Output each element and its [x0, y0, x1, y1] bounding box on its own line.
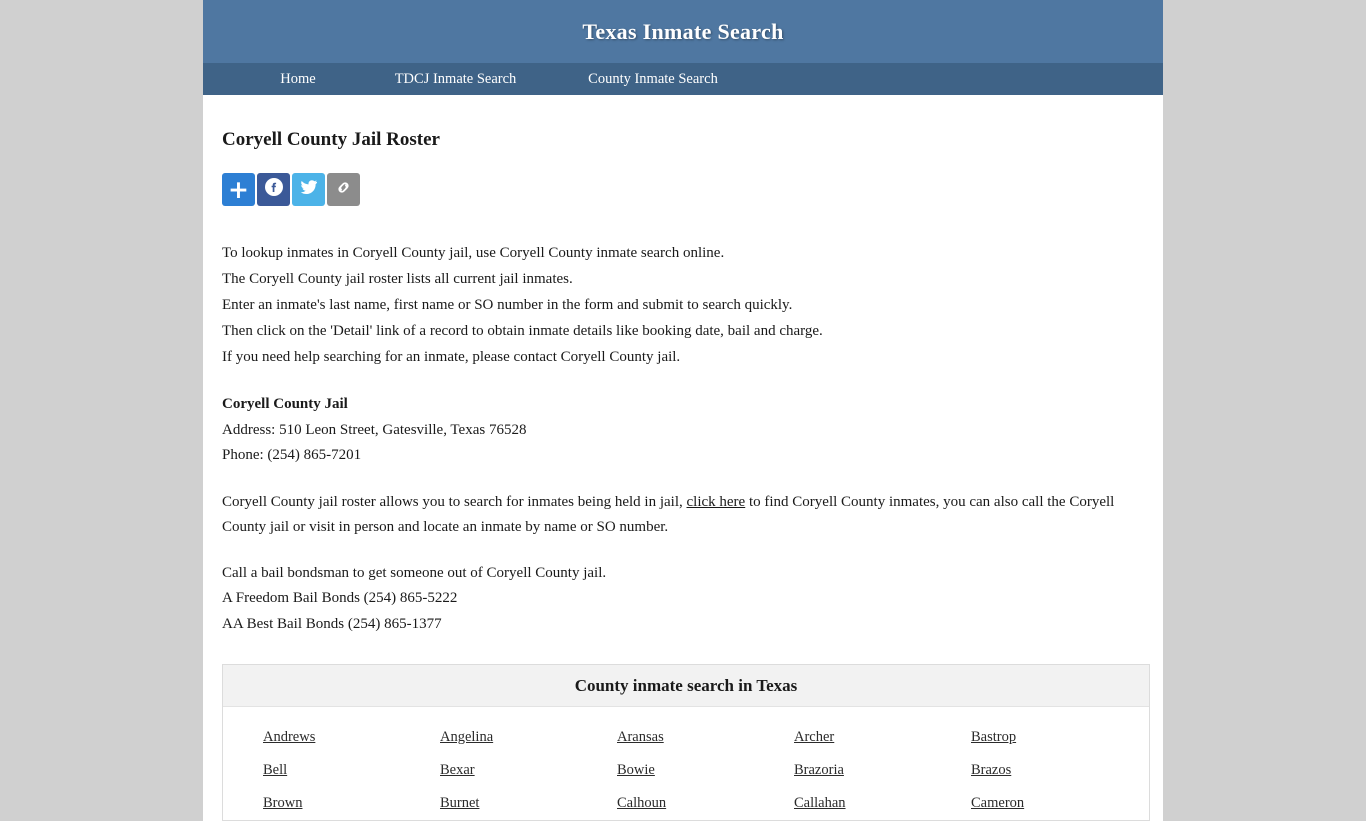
county-cell: [754, 754, 931, 787]
share-buttons: [222, 173, 1144, 206]
county-cell: [400, 721, 577, 754]
main-navigation: [203, 63, 1163, 95]
county-cell: [577, 754, 754, 787]
link-icon: [334, 178, 353, 202]
plus-icon: +: [228, 175, 249, 204]
county-cell: [931, 787, 1108, 820]
county-link-brazos[interactable]: Brazos: [971, 762, 1012, 778]
intro-line: Enter an inmate's last name, first name or SO number in the form and submit to search quickly.: [222, 297, 793, 313]
county-link-bexar[interactable]: Bexar: [440, 762, 475, 778]
jail-address: Address: 510 Leon Street, Gatesville, Texas 76528: [222, 421, 527, 438]
jail-phone: Phone: (254) 865-7201: [222, 447, 362, 463]
county-link-callahan[interactable]: Callahan: [794, 795, 846, 811]
table-row: [223, 754, 1149, 787]
roster-text-after-link: to find Coryell County inmates, you can also call the Coryell County jail or visit in person and locate an inmate by name or SO number.: [222, 493, 1115, 535]
intro-line: Then click on the 'Detail' link of a record to obtain inmate details like booking date, bail and charge.: [222, 323, 823, 339]
bail-line: Call a bail bondsman to get someone out of Coryell County jail.: [222, 564, 607, 581]
county-link-andrews[interactable]: Andrews: [263, 729, 316, 745]
nav-item-county-inmate-search[interactable]: County Inmate Search: [588, 70, 718, 87]
county-cell: [577, 787, 754, 820]
county-cell: [754, 721, 931, 754]
county-link-aransas[interactable]: Aransas: [617, 729, 664, 745]
intro-line: If you need help searching for an inmate, please contact Coryell County jail.: [222, 349, 681, 365]
county-link-burnet[interactable]: Burnet: [440, 795, 480, 811]
county-link-brown[interactable]: Brown: [263, 795, 303, 811]
county-cell: [223, 721, 400, 754]
facebook-icon: [265, 178, 283, 201]
copy-link-share-button[interactable]: [327, 173, 360, 206]
county-link-angelina[interactable]: Angelina: [440, 729, 494, 745]
county-link-brazoria[interactable]: Brazoria: [794, 762, 844, 778]
twitter-share-button[interactable]: [292, 173, 325, 206]
jail-name: Coryell County Jail: [222, 396, 348, 412]
county-link-bowie[interactable]: Bowie: [617, 762, 655, 778]
county-table-title: County inmate search in Texas: [574, 675, 798, 695]
bail-bondsman-block: [222, 561, 1144, 638]
addthis-share-button[interactable]: [222, 173, 255, 206]
page-title: Coryell County Jail Roster: [222, 129, 440, 150]
intro-line: To lookup inmates in Coryell County jail, use Coryell County inmate search online.: [222, 245, 725, 261]
county-cell: [223, 787, 400, 820]
county-links-grid: [223, 707, 1149, 820]
bail-line: AA Best Bail Bonds (254) 865-1377: [222, 615, 442, 632]
county-cell: [931, 721, 1108, 754]
county-link-calhoun[interactable]: Calhoun: [617, 795, 667, 811]
page-container: [203, 0, 1163, 821]
intro-line: The Coryell County jail roster lists all current jail inmates.: [222, 271, 573, 287]
twitter-bird-icon: [299, 178, 319, 201]
roster-text-before-link: Coryell County jail roster allows you to search for inmates being held in jail,: [222, 493, 687, 510]
site-title: Texas Inmate Search: [582, 18, 784, 44]
bail-line: A Freedom Bail Bonds (254) 865-5222: [222, 590, 458, 606]
facebook-share-button[interactable]: [257, 173, 290, 206]
table-row: [223, 787, 1149, 820]
county-cell: [577, 721, 754, 754]
intro-paragraph: [222, 240, 1144, 370]
nav-item-home[interactable]: Home: [280, 70, 316, 87]
county-cell: [754, 787, 931, 820]
county-link-archer[interactable]: Archer: [794, 729, 835, 745]
county-cell: [223, 754, 400, 787]
jail-info-block: [222, 392, 1144, 469]
roster-paragraph: [222, 490, 1144, 540]
county-link-cameron[interactable]: Cameron: [971, 795, 1025, 811]
county-link-bell[interactable]: Bell: [263, 762, 288, 778]
county-cell: [400, 787, 577, 820]
county-link-bastrop[interactable]: Bastrop: [971, 729, 1017, 745]
site-header: [203, 0, 1163, 63]
main-content: [203, 95, 1163, 821]
nav-item-tdcj-inmate-search[interactable]: TDCJ Inmate Search: [394, 70, 517, 87]
county-cell: [400, 754, 577, 787]
county-inmate-search-table: [222, 664, 1150, 821]
table-row: [223, 721, 1149, 754]
click-here-link[interactable]: click here: [686, 493, 746, 510]
county-table-header: [223, 665, 1149, 707]
county-cell: [931, 754, 1108, 787]
